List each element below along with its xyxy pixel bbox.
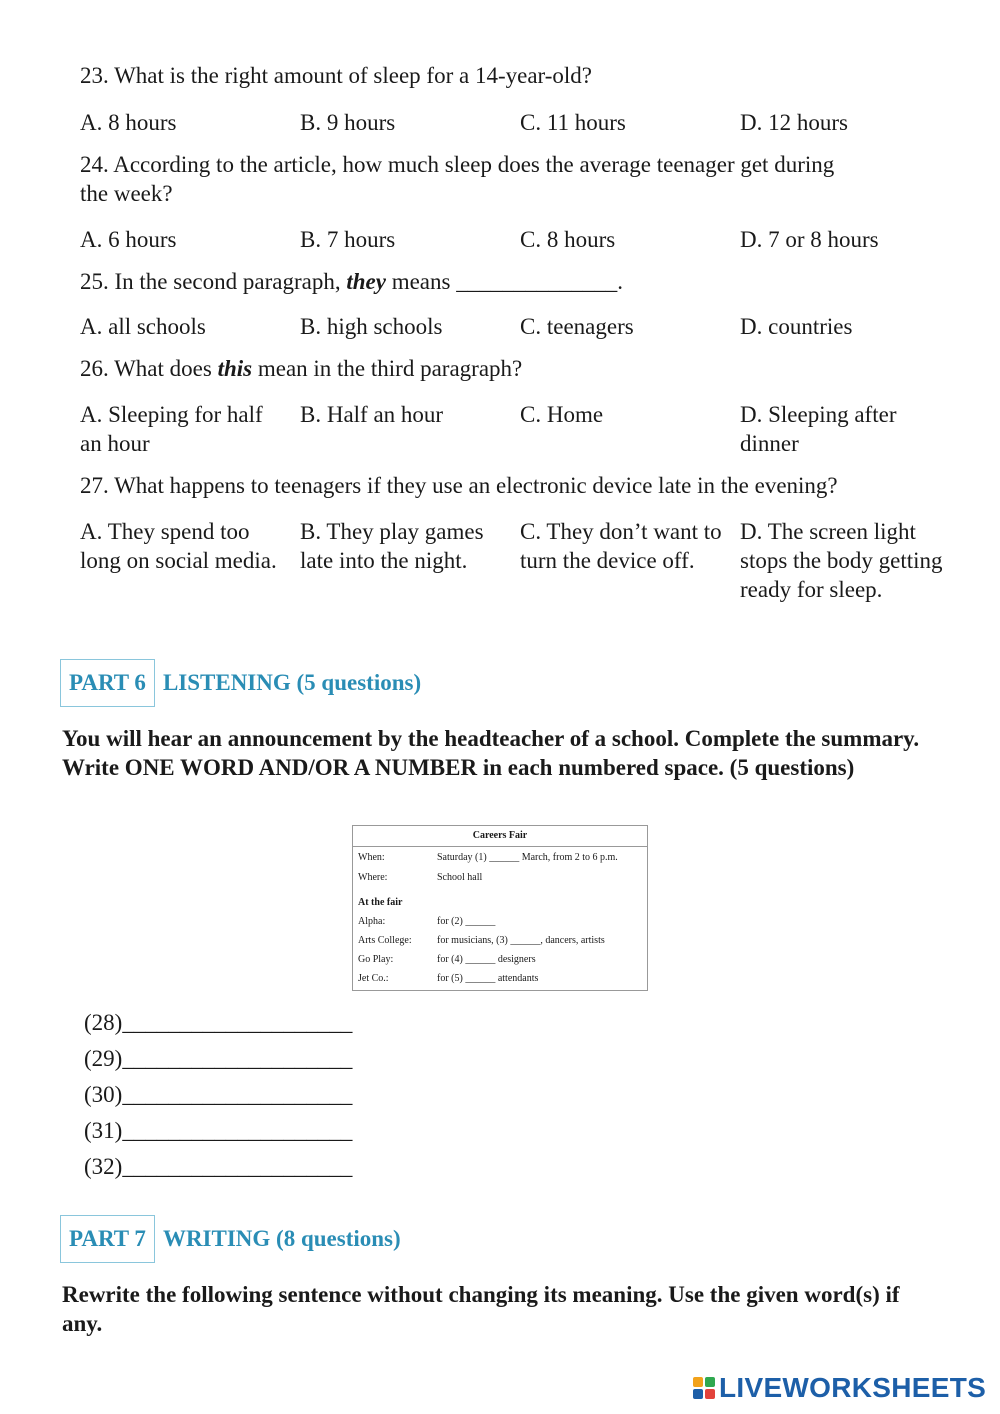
answer-blank-29[interactable]: (29)____________________ <box>84 1046 353 1071</box>
fair-row-label: Jet Co.: <box>358 973 389 984</box>
logo-square <box>693 1389 703 1399</box>
question-25-emphasis: they <box>346 269 386 294</box>
option-27-a[interactable]: A. They spend too long on social media. <box>80 519 277 573</box>
option-26-c[interactable]: C. Home <box>520 402 604 427</box>
part-7-header <box>60 1215 401 1263</box>
fair-where-value: School hall <box>437 872 483 883</box>
question-24 <box>80 150 834 208</box>
part-7-title: WRITING (8 questions) <box>162 1226 401 1251</box>
option-27-c[interactable]: C. They don’t want to turn the device off. <box>520 519 722 573</box>
question-26-text-after: mean in the third paragraph? <box>252 356 523 381</box>
fair-row-value: for (2) ______ <box>437 916 496 927</box>
option-24-d[interactable]: D. 7 or 8 hours <box>740 227 879 252</box>
option-26-b[interactable]: B. Half an hour <box>300 402 444 427</box>
question-23: 23. What is the right amount of sleep for a 14-year-old? <box>80 63 592 88</box>
question-25-text-after: means ______________. <box>385 269 623 294</box>
answer-blank-31[interactable]: (31)____________________ <box>84 1118 353 1143</box>
fair-row-value: for (4) ______ designers <box>437 954 536 965</box>
question-24-line1: 24. According to the article, how much sleep does the average teenager get during <box>80 152 835 177</box>
answer-blank-32[interactable]: (32)____________________ <box>84 1154 353 1179</box>
question-25-text-before: 25. In the second paragraph, <box>80 269 347 294</box>
fair-when-label: When: <box>358 852 385 863</box>
part-6-label: PART 6 <box>60 659 155 707</box>
option-23-c[interactable]: C. 11 hours <box>520 110 626 135</box>
question-26 <box>80 354 522 383</box>
fair-subheading: At the fair <box>358 897 403 908</box>
option-23-a[interactable]: A. 8 hours <box>80 110 177 135</box>
fair-row-value: for musicians, (3) ______, dancers, artists <box>437 935 605 946</box>
logo-wordmark: LIVEWORKSHEETS <box>719 1372 987 1403</box>
part-6-title: LISTENING (5 questions) <box>162 670 422 695</box>
logo-mark-icon <box>693 1377 715 1399</box>
fair-row-label: Arts College: <box>358 935 412 946</box>
option-26-d[interactable]: D. Sleeping after dinner <box>740 402 897 456</box>
logo-square <box>705 1389 715 1399</box>
question-24-line2: the week? <box>80 181 173 206</box>
option-25-d[interactable]: D. countries <box>740 314 853 339</box>
part-7-instruction: Rewrite the following sentence without changing its meaning. Use the given word(s) if any. <box>62 1282 900 1336</box>
option-25-b[interactable]: B. high schools <box>300 314 443 339</box>
careers-fair-table <box>352 825 648 991</box>
fair-when-value: Saturday (1) ______ March, from 2 to 6 p.m. <box>437 852 618 863</box>
careers-fair-title: Careers Fair <box>353 826 647 847</box>
option-25-a[interactable]: A. all schools <box>80 314 206 339</box>
fair-where-label: Where: <box>358 872 388 883</box>
option-24-c[interactable]: C. 8 hours <box>520 227 616 252</box>
question-26-text-before: 26. What does <box>80 356 218 381</box>
answer-blank-28[interactable]: (28)____________________ <box>84 1010 353 1035</box>
part-6-instruction: You will hear an announcement by the headteacher of a school. Complete the summary. Write ONE WORD AND/OR A NUMBER in each numbered space. (5 questions) <box>62 726 920 780</box>
liveworksheets-logo[interactable] <box>693 1372 986 1404</box>
option-25-c[interactable]: C. teenagers <box>520 314 634 339</box>
option-24-b[interactable]: B. 7 hours <box>300 227 396 252</box>
option-27-b[interactable]: B. They play games late into the night. <box>300 519 484 573</box>
answer-blank-30[interactable]: (30)____________________ <box>84 1082 353 1107</box>
fair-row-label: Alpha: <box>358 916 386 927</box>
option-26-a[interactable]: A. Sleeping for half an hour <box>80 402 263 456</box>
option-23-d[interactable]: D. 12 hours <box>740 110 848 135</box>
question-26-emphasis: this <box>217 356 253 381</box>
fair-row-value: for (5) ______ attendants <box>437 973 539 984</box>
part-6-header <box>60 659 421 707</box>
part-7-label: PART 7 <box>60 1215 155 1263</box>
option-27-d[interactable]: D. The screen light stops the body getting ready for sleep. <box>740 519 943 602</box>
logo-square <box>693 1377 703 1387</box>
question-27: 27. What happens to teenagers if they use an electronic device late in the evening? <box>80 473 838 498</box>
option-23-b[interactable]: B. 9 hours <box>300 110 396 135</box>
option-24-a[interactable]: A. 6 hours <box>80 227 177 252</box>
question-25 <box>80 267 623 296</box>
fair-row-label: Go Play: <box>358 954 394 965</box>
logo-square <box>705 1377 715 1387</box>
